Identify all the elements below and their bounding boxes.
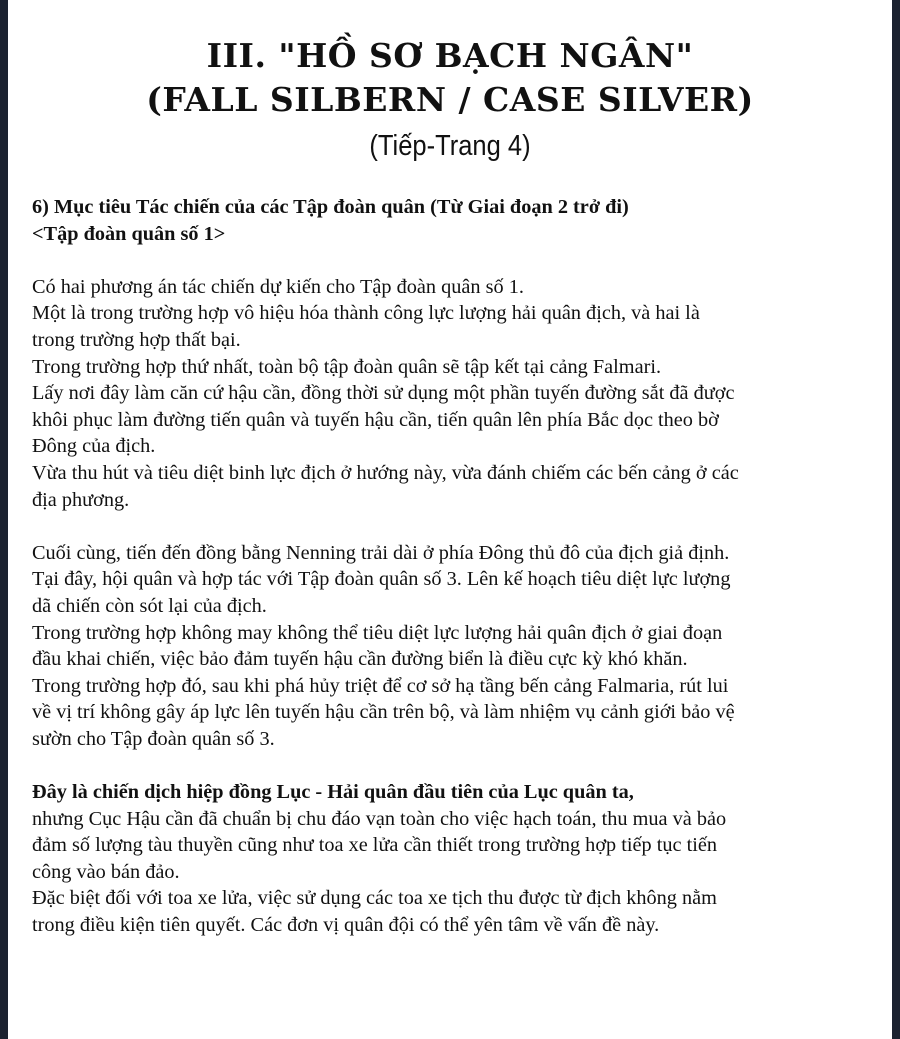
text-line: dã chiến còn sót lại của địch. bbox=[32, 594, 267, 617]
text-line: Trong trường hợp đó, sau khi phá hủy triệt để cơ sở hạ tầng bến cảng Falmaria, rút lui bbox=[32, 674, 729, 697]
text-line: đầu khai chiến, việc bảo đảm tuyến hậu cần đường biển là điều cực kỳ khó khăn. bbox=[32, 648, 688, 671]
text-line: đảm số lượng tàu thuyền cũng như toa xe lửa cần thiết trong trường hợp tiếp tục tiến bbox=[32, 834, 717, 857]
document-title-line2: (FALL SILBERN / CASE SILVER) bbox=[146, 80, 754, 119]
paragraph-3 bbox=[32, 779, 882, 939]
text-line: trong điều kiện tiên quyết. Các đơn vị quân đội có thể yên tâm về vấn đề này. bbox=[32, 914, 660, 937]
text-line: Đặc biệt đối với toa xe lửa, việc sử dụng các toa xe tịch thu được từ địch không nằm bbox=[32, 887, 717, 910]
paragraph-spacer bbox=[32, 752, 882, 779]
document-page bbox=[8, 0, 892, 1039]
title-block bbox=[8, 0, 892, 168]
paragraph-spacer bbox=[32, 247, 882, 274]
document-body bbox=[32, 194, 882, 939]
text-line: nhưng Cục Hậu cần đã chuẩn bị chu đáo vạn toàn cho việc hạch toán, thu mua và bảo bbox=[32, 807, 727, 830]
text-line: về vị trí không gây áp lực lên tuyến hậu cần trên bộ, và làm nhiệm vụ cảnh giới bảo vệ bbox=[32, 701, 735, 724]
text-line: Đông của địch. bbox=[32, 435, 156, 458]
text-line: địa phương. bbox=[32, 488, 130, 511]
text-line: Cuối cùng, tiến đến đồng bằng Nenning trải dài ở phía Đông thủ đô của địch giả định. bbox=[32, 541, 730, 564]
text-line: Trong trường hợp không may không thể tiêu diệt lực lượng hải quân địch ở giai đoạn bbox=[32, 621, 723, 644]
paragraph-1 bbox=[32, 274, 882, 513]
document-subtitle: (Tiếp-Trang 4) bbox=[369, 130, 531, 162]
text-line: sườn cho Tập đoàn quân số 3. bbox=[32, 727, 275, 750]
text-line: Tại đây, hội quân và hợp tác với Tập đoàn quân số 3. Lên kế hoạch tiêu diệt lực lượng bbox=[32, 568, 731, 591]
text-line: công vào bán đảo. bbox=[32, 860, 180, 883]
text-line: Trong trường hợp thứ nhất, toàn bộ tập đoàn quân sẽ tập kết tại cảng Falmari. bbox=[32, 355, 662, 378]
paragraph-2 bbox=[32, 540, 882, 753]
text-line: khôi phục làm đường tiến quân và tuyến hậu cần, tiến quân lên phía Bắc dọc theo bờ bbox=[32, 408, 719, 431]
text-line: trong trường hợp thất bại. bbox=[32, 328, 241, 351]
bold-statement: Đây là chiến dịch hiệp đồng Lục - Hải quân đầu tiên của Lục quân ta, bbox=[32, 781, 634, 804]
section-subheading: <Tập đoàn quân số 1> bbox=[32, 222, 226, 245]
section-heading: 6) Mục tiêu Tác chiến của các Tập đoàn quân (Từ Giai đoạn 2 trở đi) bbox=[32, 196, 629, 218]
paragraph-spacer bbox=[32, 513, 882, 540]
text-line: Có hai phương án tác chiến dự kiến cho Tập đoàn quân số 1. bbox=[32, 275, 524, 298]
text-line: Vừa thu hút và tiêu diệt binh lực địch ở hướng này, vừa đánh chiếm các bến cảng ở các bbox=[32, 461, 739, 484]
text-line: Một là trong trường hợp vô hiệu hóa thành công lực lượng hải quân địch, và hai là bbox=[32, 302, 700, 325]
document-title-line1: III. "HỒ SƠ BẠCH NGÂN" bbox=[206, 36, 694, 75]
text-line: Lấy nơi đây làm căn cứ hậu cần, đồng thời sử dụng một phần tuyến đường sắt đã được bbox=[32, 382, 735, 405]
